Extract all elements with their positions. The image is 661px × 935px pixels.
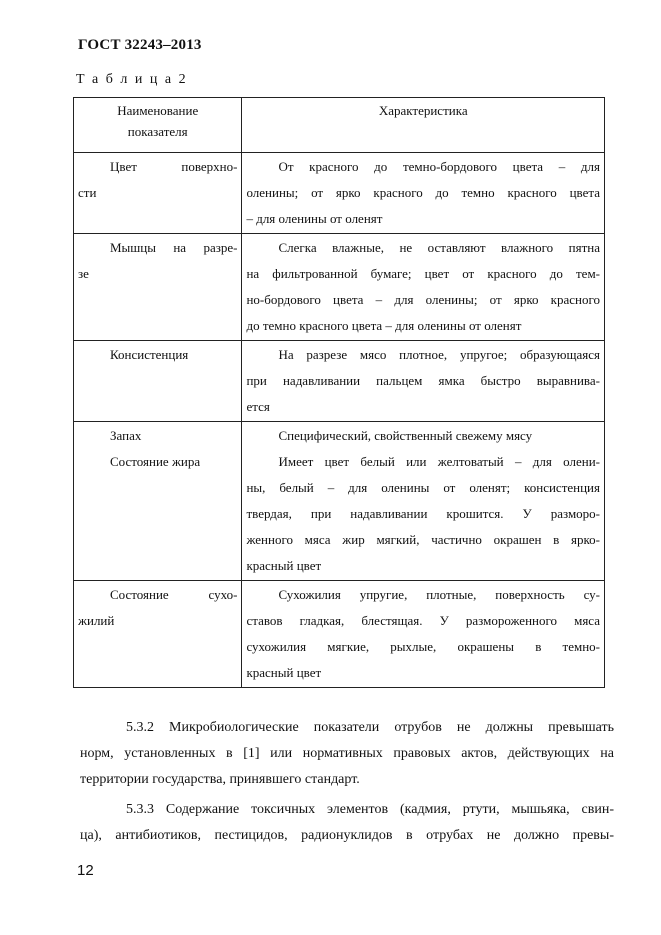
- table-row: [74, 422, 605, 581]
- characteristic-line: твердая, при надавливании крошится. У размoро-: [246, 506, 600, 521]
- indicator-cell: [74, 153, 242, 234]
- characteristic-line: От красного до темно-бордового цвета – для: [278, 159, 600, 174]
- characteristic-line: Слегка влажные, не оставляют влажного пятна: [278, 240, 600, 255]
- characteristic-line: ется: [246, 399, 270, 414]
- characteristic-line: Сухожилия упругие, плотные, поверхность су-: [278, 587, 600, 602]
- table-row: [74, 341, 605, 422]
- indicator-cell: [74, 422, 242, 581]
- characteristic-cell: [242, 341, 605, 422]
- column-header-characteristic: Характеристика: [242, 98, 605, 153]
- paragraph-line: 5.3.3 Содержание токсичных элементов (кадмия, ртути, мышьяка, свин-: [126, 802, 614, 817]
- paragraph-line: норм, установленных в [1] или нормативных правовых актов, действующих на: [80, 746, 614, 761]
- page-number: 12: [77, 862, 94, 879]
- characteristic-line: сухожилия мягкие, рыхлые, окрашены в темно-: [246, 639, 600, 654]
- table-header-row: [74, 98, 605, 153]
- characteristic-line: красный цвет: [246, 558, 322, 573]
- document-header: ГОСТ 32243–2013: [78, 37, 202, 53]
- characteristic-cell: [242, 581, 605, 688]
- paragraph-5-3-2: [80, 715, 614, 793]
- characteristic-line: Имеет цвет белый или желтоватый – для олени-: [278, 454, 600, 469]
- characteristic-line: женного мяса жир мягкий, частично окрашен в ярко-: [246, 532, 600, 547]
- column-header-indicator: [74, 98, 242, 153]
- paragraph-line: 5.3.2 Микробиологические показатели отрубов не должны превышать: [126, 720, 614, 735]
- column-header-indicator-line1: Наименование: [117, 103, 199, 118]
- indicator-name-line: Состояние сухо-: [110, 587, 238, 602]
- indicator-name-line: зе: [78, 266, 89, 281]
- characteristic-line: на фильтрованной бумаге; цвет от красного до тем-: [246, 266, 600, 281]
- indicator-name-line: Запах: [110, 428, 142, 443]
- column-header-indicator-line2: показателя: [127, 124, 188, 139]
- characteristic-line: до темно красного цвета – для оленины от оленят: [246, 318, 522, 333]
- characteristic-cell: [242, 153, 605, 234]
- characteristic-cell: [242, 422, 605, 581]
- characteristic-line: ны, белый – для оленины от оленят; консистенция: [246, 480, 600, 495]
- characteristic-line: красный цвет: [246, 665, 322, 680]
- indicator-name-line: Состояние жира: [110, 454, 201, 469]
- paragraph-5-3-3: [80, 797, 614, 849]
- characteristic-cell: [242, 234, 605, 341]
- paragraph-line: ца), антибиотиков, пестицидов, радионуклидов в отрубах не должно превы-: [80, 828, 614, 843]
- indicator-cell: [74, 341, 242, 422]
- indicator-cell: [74, 234, 242, 341]
- indicator-name-line: сти: [78, 185, 97, 200]
- characteristic-line: Специфический, свойственный свежему мясу: [278, 428, 533, 443]
- characteristic-line: На разрезе мясо плотное, упругое; образующаяся: [278, 347, 600, 362]
- characteristic-line: – для оленины от оленят: [246, 211, 383, 226]
- indicator-name-line: Консистенция: [110, 347, 189, 362]
- indicator-name-line: Мышцы на разре-: [110, 240, 238, 255]
- indicator-name-line: жилий: [78, 613, 115, 628]
- table-row: [74, 153, 605, 234]
- characteristic-line: но-бордового цвета – для оленины; от ярко красного: [246, 292, 600, 307]
- table-caption: Т а б л и ц а 2: [76, 72, 188, 87]
- characteristics-table: [73, 97, 605, 688]
- table-row: [74, 234, 605, 341]
- characteristic-line: при надавливании пальцем ямка быстро выравнива-: [246, 373, 600, 388]
- characteristic-line: оленины; от ярко красного до темно красного цвета: [246, 185, 600, 200]
- table-row: [74, 581, 605, 688]
- characteristic-line: ставов гладкая, блестящая. У размороженного мяса: [246, 613, 600, 628]
- indicator-name-line: Цвет поверхно-: [110, 159, 238, 174]
- paragraph-line: территории государства, принявшего стандарт.: [80, 772, 360, 787]
- indicator-cell: [74, 581, 242, 688]
